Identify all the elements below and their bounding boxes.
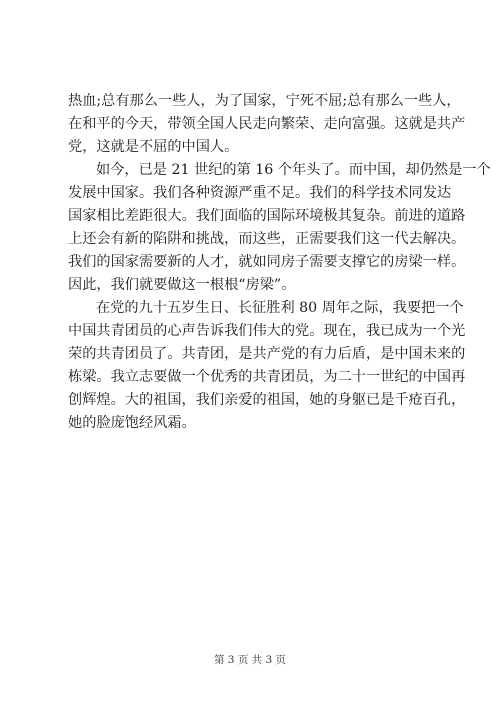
text-line: 我们的国家需要新的人才，就如同房子需要支撑它的房梁一样。	[68, 254, 466, 270]
page-footer: 第 3 页 共 3 页	[213, 654, 287, 666]
paragraph-first-line: 在党的九十五岁生日、长征胜利 80 周年之际，我要把一个	[96, 300, 464, 316]
text-line: 荣的共青团员了。共青团，是共产党的有力后盾，是中国未来的	[68, 346, 466, 362]
text-line: 发展中国家。我们各种资源严重不足。我们的科学技术同发达	[68, 185, 452, 201]
text-line: 她的脸庞饱经风霜。	[68, 415, 196, 431]
paragraph-first-line: 如今，已是 21 世纪的第 16 个年头了。而中国，却仍然是一个	[96, 162, 491, 178]
text-line: 栋梁。我立志要做一个优秀的共青团员，为二十一世纪的中国再	[68, 369, 466, 385]
text-line: 因此，我们就要做这一根根“房梁”。	[68, 277, 296, 293]
text-line: 党，这就是不屈的中国人。	[68, 139, 239, 155]
document-body	[68, 90, 491, 435]
text-line: 热血;总有那么一些人，为了国家，宁死不屈;总有那么一些人，	[68, 93, 461, 109]
text-line: 中国共青团员的心声告诉我们伟大的党。现在，我已成为一个光	[68, 323, 466, 339]
text-line: 上还会有新的陷阱和挑战，而这些，正需要我们这一代去解决。	[68, 231, 466, 247]
text-line: 在和平的今天，带领全国人民走向繁荣、走向富强。这就是共产	[68, 116, 466, 132]
text-line: 创辉煌。大的祖国，我们亲爱的祖国，她的身躯已是千疮百孔，	[68, 392, 466, 408]
text-line: 国家相比差距很大。我们面临的国际环境极其复杂。前进的道路	[68, 208, 466, 224]
